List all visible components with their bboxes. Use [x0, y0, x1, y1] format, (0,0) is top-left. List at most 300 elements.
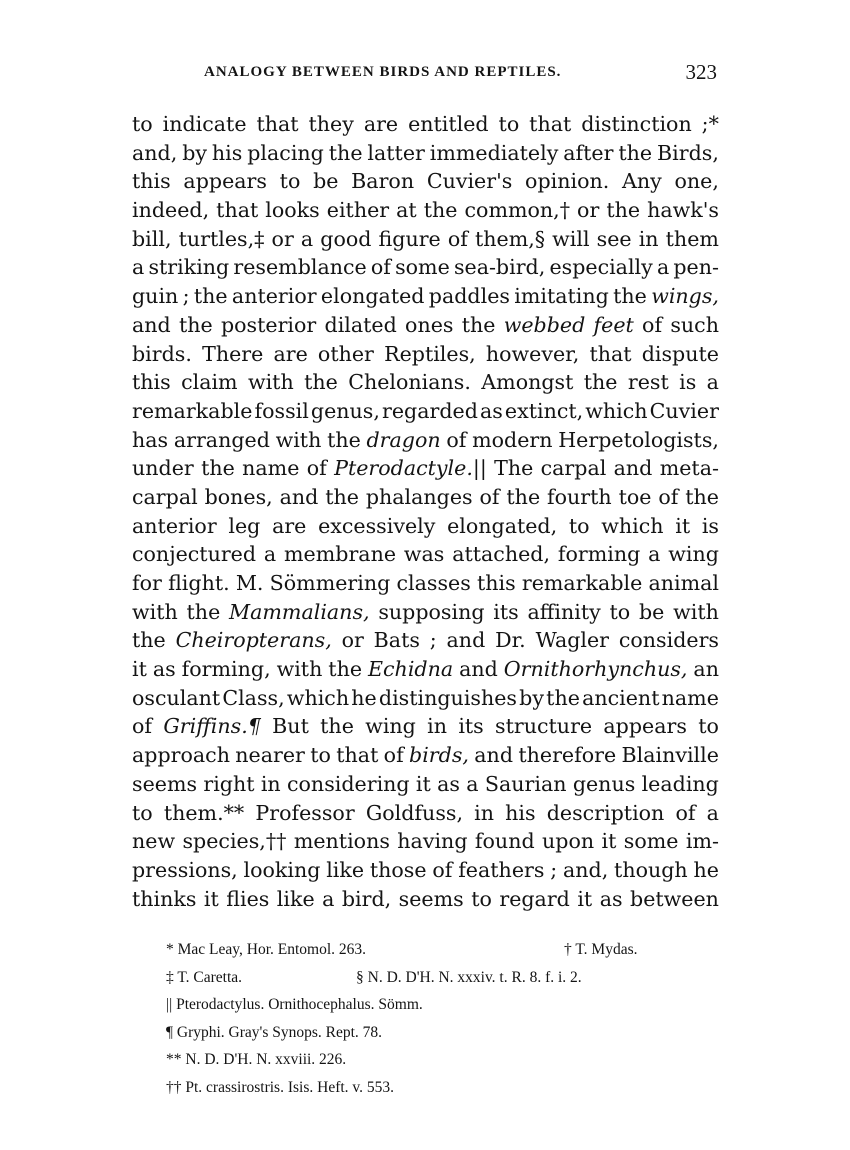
word: attached, — [452, 542, 551, 567]
word: indeed, — [132, 198, 210, 223]
word: to — [498, 112, 520, 136]
running-title: ANALOGY BETWEEN BIRDS AND REPTILES. — [204, 64, 562, 80]
word: Amongst — [481, 370, 574, 395]
word: them,§ — [474, 226, 546, 251]
word: Chelonians. — [348, 370, 471, 395]
word: of — [658, 484, 679, 509]
word: be — [313, 169, 339, 194]
word: The — [494, 456, 534, 481]
footnote — [166, 1019, 706, 1047]
word: of — [447, 226, 468, 251]
word: are — [272, 513, 307, 538]
word: to — [568, 513, 590, 538]
body-line — [132, 368, 719, 397]
word: opinion. — [525, 169, 610, 194]
word: this — [476, 571, 516, 595]
word: it — [203, 886, 219, 911]
word: which — [601, 513, 664, 538]
word: of — [132, 714, 153, 739]
word: of — [642, 312, 663, 337]
word: description — [546, 800, 665, 825]
word: however, — [485, 341, 580, 366]
word: a — [300, 226, 314, 251]
word: good — [320, 226, 372, 251]
word: Pterodactyle.|| — [334, 456, 487, 481]
word: regarded — [382, 398, 478, 423]
word: in — [474, 800, 494, 825]
body-line — [132, 311, 719, 340]
word: the — [328, 657, 363, 682]
body-text — [132, 110, 719, 913]
body-line — [132, 856, 719, 885]
word: between — [630, 886, 719, 911]
word: to — [132, 112, 153, 136]
page-header — [132, 60, 717, 94]
word: the — [328, 140, 363, 165]
body-line — [132, 139, 719, 168]
word: like — [276, 886, 315, 911]
word: phalanges — [365, 484, 473, 509]
word: appears — [603, 714, 687, 739]
word: Baron — [351, 169, 415, 194]
word: approach — [132, 743, 230, 768]
word: Reptiles, — [384, 341, 476, 366]
word: the — [304, 370, 338, 395]
word: guin — [132, 284, 179, 309]
word: dragon — [366, 427, 441, 452]
word: he — [693, 857, 719, 882]
word: elongated — [320, 284, 425, 309]
word: fossil — [254, 398, 309, 423]
word: like — [326, 857, 365, 882]
body-line — [132, 770, 719, 799]
word: wing — [668, 542, 719, 567]
word: them.** — [163, 800, 245, 825]
word: are — [363, 112, 399, 136]
word: Herpetologists, — [558, 427, 719, 452]
word: that — [256, 112, 299, 136]
word: paddles — [428, 284, 510, 309]
word: has — [132, 427, 169, 452]
word: or — [577, 198, 600, 223]
word: a — [132, 255, 145, 280]
word: for — [132, 571, 162, 595]
word: the — [606, 198, 641, 223]
word: or — [341, 628, 364, 653]
word: was — [403, 542, 445, 567]
word: of — [479, 484, 500, 509]
word: rest — [627, 370, 669, 395]
word: to — [310, 743, 331, 768]
word: which — [585, 398, 648, 423]
word: remarkable — [521, 571, 643, 595]
word: species,†† — [182, 829, 287, 854]
word: in — [638, 226, 659, 251]
word: either — [326, 198, 390, 223]
word: toe — [618, 484, 652, 509]
word: wing — [365, 714, 416, 739]
word: under — [132, 456, 194, 481]
word: excessively — [318, 513, 436, 538]
word: are — [273, 341, 308, 366]
body-line — [132, 225, 719, 254]
word: this — [132, 370, 171, 395]
body-line — [132, 626, 719, 655]
word: immediately — [429, 140, 559, 165]
word: nearer — [235, 743, 305, 768]
word: Professor — [255, 800, 355, 825]
word: after — [563, 140, 614, 165]
word: of — [306, 456, 327, 481]
word: the — [461, 312, 496, 337]
word: in — [427, 714, 448, 739]
word: it — [415, 771, 431, 796]
word: and — [474, 743, 514, 768]
body-line — [132, 655, 719, 684]
word: as — [437, 771, 460, 796]
word: entitled — [408, 112, 489, 136]
word: which — [286, 685, 350, 710]
word: ; — [550, 857, 558, 882]
word: looks — [265, 198, 320, 223]
word: with — [132, 599, 178, 624]
footnote-text: * Mac Leay, Hor. Entomol. 263. — [166, 941, 367, 958]
word: that — [216, 198, 259, 223]
body-line — [132, 598, 719, 627]
word: found — [474, 829, 535, 854]
word: with — [247, 370, 294, 395]
word: figure — [378, 226, 441, 251]
word: Goldfuss, — [365, 800, 463, 825]
word: it — [601, 829, 617, 854]
word: But — [272, 714, 309, 739]
word: seems — [132, 771, 198, 796]
footnotes — [166, 936, 706, 1101]
word: and — [279, 484, 319, 509]
body-line — [132, 799, 719, 828]
word: of — [446, 427, 467, 452]
word: to — [609, 599, 631, 624]
word: im- — [685, 829, 719, 854]
word: new — [132, 829, 176, 854]
footnote — [166, 964, 706, 992]
word: carpal — [540, 456, 607, 481]
word: Echidna — [367, 657, 454, 682]
word: and — [613, 456, 653, 481]
word: leg — [228, 513, 261, 538]
word: structure — [495, 714, 593, 739]
word: therefore — [518, 743, 617, 768]
word: forming — [557, 542, 641, 567]
word: and, — [132, 140, 178, 165]
word: Cuvier's — [426, 169, 513, 194]
word: the — [178, 312, 213, 337]
word: Cuvier — [649, 398, 719, 423]
word: Saurian — [484, 771, 567, 796]
word: distinguishes — [378, 685, 517, 710]
body-line — [132, 196, 719, 225]
word: membrane — [284, 542, 397, 567]
word: remarkable — [132, 398, 253, 423]
word: at — [396, 198, 417, 223]
word: the — [506, 484, 541, 509]
word: osculant — [132, 685, 221, 710]
word: birds. — [132, 341, 192, 366]
word: that — [529, 112, 572, 136]
footnote-text: ¶ Gryphi. Gray's Synops. Rept. 78. — [166, 1023, 383, 1041]
word: wings, — [651, 284, 719, 309]
word: the — [685, 484, 719, 509]
word: is — [679, 370, 697, 395]
word: Class, — [222, 685, 285, 710]
word: Sömmering — [269, 571, 391, 595]
body-line — [132, 110, 719, 139]
word: placing — [247, 140, 324, 165]
footnote-text: || Pterodactylus. Ornithocephalus. Sömm. — [166, 996, 423, 1013]
word: arranged — [173, 427, 270, 452]
word: right — [203, 771, 255, 796]
word: to — [471, 886, 492, 911]
word: pressions, — [132, 857, 238, 882]
word: to — [279, 169, 301, 194]
word: is — [701, 513, 719, 538]
word: considers — [618, 628, 719, 653]
word: ; — [429, 628, 437, 653]
word: Blainville — [621, 743, 719, 768]
word: Griffins.¶ — [163, 714, 261, 739]
word: the — [132, 628, 166, 653]
word: they — [308, 112, 354, 136]
word: bill, — [132, 226, 172, 251]
word: modern — [472, 427, 553, 452]
word: as — [152, 657, 176, 682]
word: ; — [182, 284, 190, 309]
word: those — [369, 857, 427, 882]
word: feet — [593, 312, 634, 337]
word: pen- — [673, 255, 719, 280]
word: sea-bird, — [453, 255, 546, 280]
word: supposing — [378, 599, 485, 624]
footnote — [166, 936, 706, 964]
word: Bats — [373, 628, 420, 653]
word: appears — [183, 169, 267, 194]
word: anterior — [132, 513, 217, 538]
footnote — [166, 1046, 706, 1074]
word: a — [656, 255, 670, 280]
word: meta- — [659, 456, 719, 481]
word: to — [698, 714, 719, 739]
word: leading — [641, 771, 719, 796]
word: turtles,‡ — [178, 226, 265, 251]
word: name — [661, 685, 719, 710]
word: the — [201, 456, 235, 481]
word: some — [623, 829, 679, 854]
word: the — [186, 599, 221, 624]
word: Birds, — [657, 140, 719, 165]
word: with — [276, 657, 323, 682]
word: his — [505, 800, 536, 825]
word: see — [596, 226, 632, 251]
body-line — [132, 885, 719, 914]
body-line — [132, 397, 719, 426]
word: bones, — [204, 484, 273, 509]
word: indicate — [162, 112, 247, 136]
word: dilated — [324, 312, 397, 337]
word: latter — [367, 140, 425, 165]
word: and — [446, 628, 486, 653]
footnote-text: † T. Mydas. — [564, 941, 638, 958]
word: dispute — [641, 341, 719, 366]
word: considering — [287, 771, 410, 796]
word: the — [193, 284, 228, 309]
word: genus — [572, 771, 636, 796]
footnote-text: ‡ T. Caretta. — [166, 968, 243, 986]
word: as — [599, 886, 623, 911]
word: such — [670, 312, 719, 337]
body-line — [132, 569, 719, 598]
word: will — [552, 226, 590, 251]
word: a — [706, 370, 719, 395]
footnote-text: § N. D. D'H. N. xxxiv. t. R. 8. f. i. 2. — [356, 968, 582, 986]
body-line — [132, 512, 719, 541]
word: extinct, — [504, 398, 584, 423]
body-line — [132, 712, 719, 741]
word: its — [458, 714, 484, 739]
word: forming, — [181, 657, 271, 682]
word: the — [546, 685, 580, 710]
word: some — [395, 255, 450, 280]
body-line — [132, 340, 719, 369]
word: flight. — [168, 571, 230, 595]
word: genus, — [310, 398, 380, 423]
word: of — [675, 800, 696, 825]
word: especially — [549, 255, 653, 280]
word: thinks — [132, 886, 197, 911]
word: the — [327, 427, 361, 452]
word: affinity — [527, 599, 601, 624]
word: animal — [648, 571, 719, 595]
word: anterior — [231, 284, 317, 309]
word: of — [383, 743, 404, 768]
word: name — [242, 456, 300, 481]
word: he — [351, 685, 377, 710]
word: classes — [396, 571, 471, 595]
word: upon — [542, 829, 595, 854]
footnote-text: †† Pt. crassirostris. Isis. Heft. v. 553. — [166, 1078, 395, 1096]
body-line — [132, 540, 719, 569]
word: the — [320, 714, 354, 739]
word: with — [673, 599, 719, 624]
word: an — [693, 657, 719, 682]
word: and, — [562, 857, 609, 882]
word: webbed — [503, 312, 586, 337]
word: Dr. — [495, 628, 526, 653]
word: this — [132, 169, 171, 194]
word: birds, — [409, 743, 469, 768]
word: in — [260, 771, 281, 796]
word: by — [182, 140, 208, 165]
word: its — [493, 599, 519, 624]
word: Cheiropterans, — [175, 628, 332, 653]
word: There — [202, 341, 264, 366]
word: a — [466, 771, 479, 796]
word: or — [271, 226, 294, 251]
word: and — [459, 657, 498, 682]
body-line — [132, 483, 719, 512]
word: carpal — [132, 484, 198, 509]
word: feathers — [458, 857, 545, 882]
word: mentions — [293, 829, 390, 854]
word: seems — [398, 886, 464, 911]
word: hawk's — [647, 198, 719, 223]
word: ;* — [701, 112, 719, 136]
word: M. — [235, 571, 264, 595]
word: distinction — [581, 112, 692, 136]
word: ancient — [582, 685, 660, 710]
word: common,† — [464, 198, 571, 223]
page-number: 323 — [685, 60, 717, 84]
word: one, — [674, 169, 719, 194]
word: the — [325, 484, 359, 509]
word: imitating — [514, 284, 609, 309]
word: fourth — [547, 484, 612, 509]
word: bird, — [341, 886, 392, 911]
word: though — [614, 857, 688, 882]
word: flies — [226, 886, 270, 911]
word: with — [275, 427, 322, 452]
body-line — [132, 454, 719, 483]
word: a — [648, 542, 661, 567]
word: striking — [148, 255, 230, 280]
word: it — [132, 657, 147, 682]
footnote-text: ** N. D. D'H. N. xxviii. 226. — [166, 1051, 347, 1068]
word: to — [132, 800, 153, 825]
body-line — [132, 426, 719, 455]
word: it — [577, 886, 593, 911]
word: the — [583, 370, 618, 395]
word: his — [211, 140, 243, 165]
word: a — [263, 542, 277, 567]
word: regard — [499, 886, 570, 911]
word: ones — [405, 312, 454, 337]
word: Ornithorhynchus, — [503, 657, 688, 682]
word: resemblance — [233, 255, 367, 280]
body-line — [132, 253, 719, 282]
word: Any — [622, 169, 662, 194]
word: Wagler — [535, 628, 610, 653]
word: and — [132, 312, 171, 337]
word: having — [397, 829, 468, 854]
word: the — [618, 140, 653, 165]
word: a — [706, 800, 719, 825]
body-line — [132, 167, 719, 196]
word: that — [589, 341, 632, 366]
word: the — [613, 284, 647, 309]
word: it — [675, 513, 691, 538]
word: claim — [181, 370, 238, 395]
word: of — [370, 255, 391, 280]
word: other — [317, 341, 374, 366]
word: as — [479, 398, 503, 423]
word: elongated, — [447, 513, 558, 538]
word: by — [519, 685, 544, 710]
word: a — [322, 886, 335, 911]
word: be — [638, 599, 665, 624]
word: Mammalians, — [229, 599, 370, 624]
body-line — [132, 282, 719, 311]
word: them — [665, 226, 719, 251]
word: of — [432, 857, 453, 882]
